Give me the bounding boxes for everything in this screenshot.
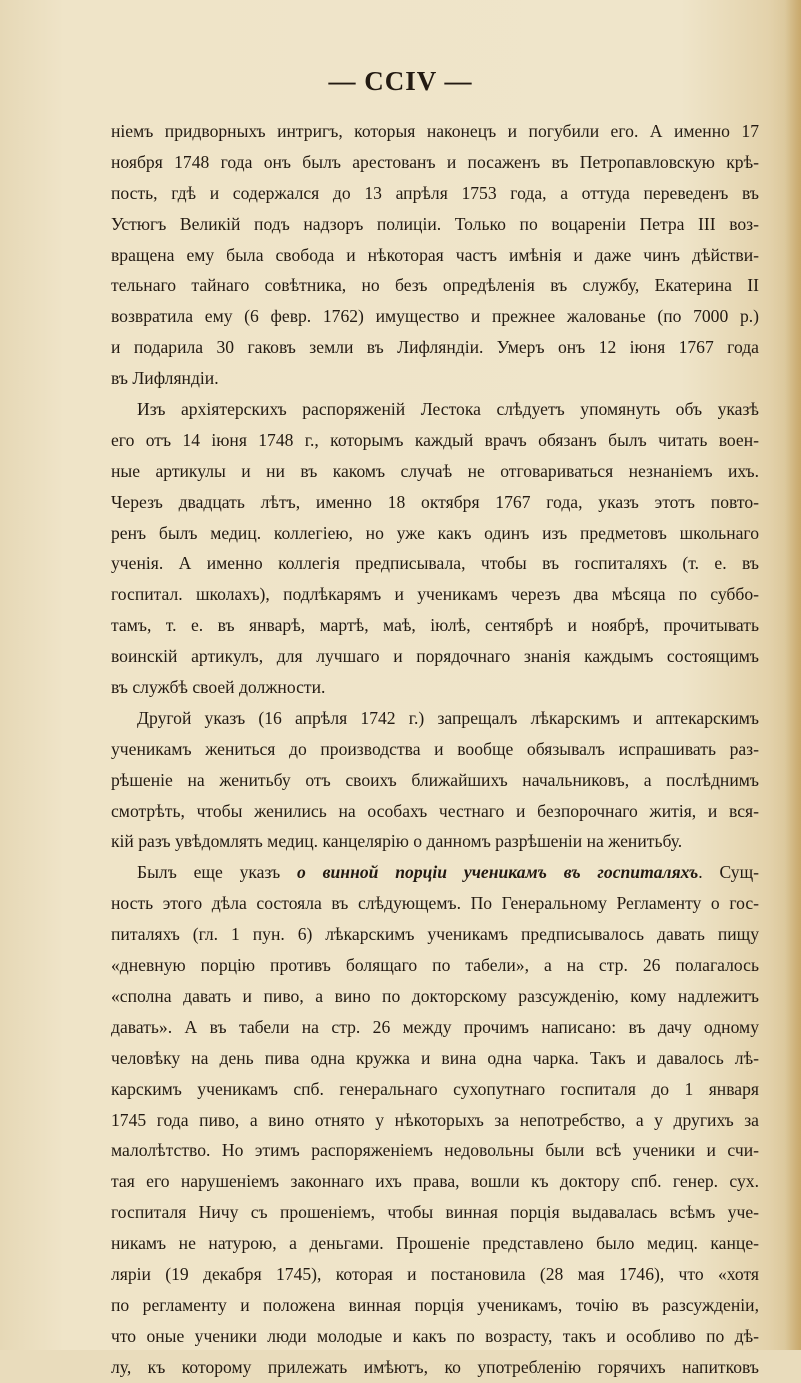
italic-text-run: о винной порціи ученикамъ въ госпиталяхъ [297, 862, 699, 883]
text-line: ученикамъ жениться до производства и вообще обязывалъ испрашивать раз- [111, 738, 759, 759]
text-line: рѣшеніе на женитьбу отъ своихъ ближайшихъ начальниковъ, а послѣднимъ [111, 769, 759, 790]
text-line: ляріи (19 декабря 1745), которая и постановила (28 мая 1746), что «хотя [111, 1263, 759, 1284]
body-text [111, 116, 759, 1383]
page-number-header: — CCIV — [328, 66, 473, 96]
text-line: смотрѣть, чтобы женились на особахъ честнаго и безпорочнаго житія, и вся- [111, 800, 759, 821]
text-line: ность этого дѣла состояла въ слѣдующемъ. По Генеральному Регламенту о гос- [111, 893, 759, 914]
text-line: тельнаго тайнаго совѣтника, но безъ опредѣленія въ службу, Екатерина II [111, 275, 759, 296]
page-edge-shading [785, 0, 801, 1350]
text-line: въ Лифляндіи. [111, 368, 219, 389]
text-line: 1745 года пиво, а вино отнято у нѣкоторыхъ за непотребство, а у другихъ за [111, 1109, 759, 1130]
text-line: воинскій артикулъ, для лучшаго и порядочнаго знанія каждымъ состоящимъ [111, 646, 759, 667]
text-line: что оные ученики люди молодые и какъ по возрасту, такъ и особливо по дѣ- [111, 1325, 759, 1346]
text-line: питаляхъ (гл. 1 пун. 6) лѣкарскимъ ученикамъ предписывалось давать пищу [111, 924, 759, 945]
text-line: «сполна давать и пиво, а вино по докторскому разсужденію, кому надлежитъ [111, 985, 759, 1006]
text-line: пость, гдѣ и содержался до 13 апрѣля 1753 года, а оттуда переведенъ въ [111, 182, 759, 203]
text-line: малолѣтство. Но этимъ распоряженіемъ недовольны были всѣ ученики и счи- [111, 1140, 759, 1161]
text-line: Черезъ двадцать лѣтъ, именно 18 октября 1767 года, указъ этотъ повто- [111, 491, 759, 512]
text-line: его отъ 14 іюня 1748 г., которымъ каждый врачъ обязанъ былъ читать воен- [111, 429, 759, 450]
text-line: госпиталя Ничу съ прошеніемъ, чтобы винная порція выдавалась всѣмъ уче- [111, 1202, 759, 1223]
text-line: Другой указъ (16 апрѣля 1742 г.) запрещалъ лѣкарскимъ и аптекарскимъ [137, 707, 759, 728]
text-run: Былъ еще указъ [137, 862, 298, 883]
text-line: по регламенту и положена винная порція ученикамъ, точію въ разсужденіи, [111, 1294, 759, 1315]
text-line: давать». А въ табели на стр. 26 между прочимъ написано: въ дачу одному [111, 1016, 759, 1037]
text-line: человѣку на день пива одна кружка и вина одна чарка. Такъ и давалось лѣ- [111, 1047, 759, 1068]
text-line: возвратила ему (6 февр. 1762) имущество и прежнее жалованье (по 7000 р.) [111, 306, 759, 327]
text-line: ренъ былъ медиц. коллегіею, но уже какъ одинъ изъ предметовъ школьнаго [111, 522, 759, 543]
text-line: ноября 1748 года онъ былъ арестованъ и посаженъ въ Петропавловскую крѣ- [111, 151, 759, 172]
text-line: тамъ, т. е. въ январѣ, мартѣ, маѣ, іюлѣ, сентябрѣ и ноябрѣ, прочитывать [111, 615, 759, 636]
text-line: вращена ему была свобода и нѣкоторая частъ имѣнія и даже чинъ дѣйстви- [111, 244, 759, 265]
text-line: въ службѣ своей должности. [111, 677, 326, 698]
text-line: лу, къ которому прилежать имѣютъ, ко употребленію горячихъ напитковъ [111, 1356, 759, 1377]
text-line: никамъ не натурою, а деньгами. Прошеніе представлено было медиц. канце- [111, 1233, 759, 1254]
text-line: ные артикулы и ни въ какомъ случаѣ не отговариваться незнаніемъ ихъ. [111, 460, 759, 481]
text-line: госпитал. школахъ), подлѣкарямъ и ученикамъ черезъ два мѣсяца по суббо- [111, 584, 759, 605]
text-line: и подарила 30 гаковъ земли въ Лифляндіи. Умеръ онъ 12 іюня 1767 года [111, 337, 759, 358]
text-line [111, 857, 759, 888]
text-line: кій разъ увѣдомлять медиц. канцелярію о данномъ разрѣшеніи на женитьбу. [111, 831, 683, 852]
text-line: тая его нарушеніемъ законнаго ихъ права, вошли къ доктору спб. генер. сух. [111, 1171, 759, 1192]
text-line: «дневную порцію противъ болящаго по табели», а на стр. 26 полагалось [111, 955, 759, 976]
text-line: Устюгъ Великій подъ надзоръ полиціи. Только по воцареніи Петра III воз- [111, 213, 759, 234]
text-line: карскимъ ученикамъ спб. генеральнаго сухопутнаго госпиталя до 1 января [111, 1078, 759, 1099]
text-line: ученія. А именно коллегія предписывала, чтобы въ госпиталяхъ (т. е. въ [111, 553, 759, 574]
text-line: Изъ архіятерскихъ распоряженій Лестока слѣдуетъ упомянуть объ указѣ [137, 399, 759, 420]
text-run: . Сущ- [698, 862, 759, 883]
text-line: ніемъ придворныхъ интригъ, которыя наконецъ и погубили его. А именно 17 [111, 121, 759, 141]
